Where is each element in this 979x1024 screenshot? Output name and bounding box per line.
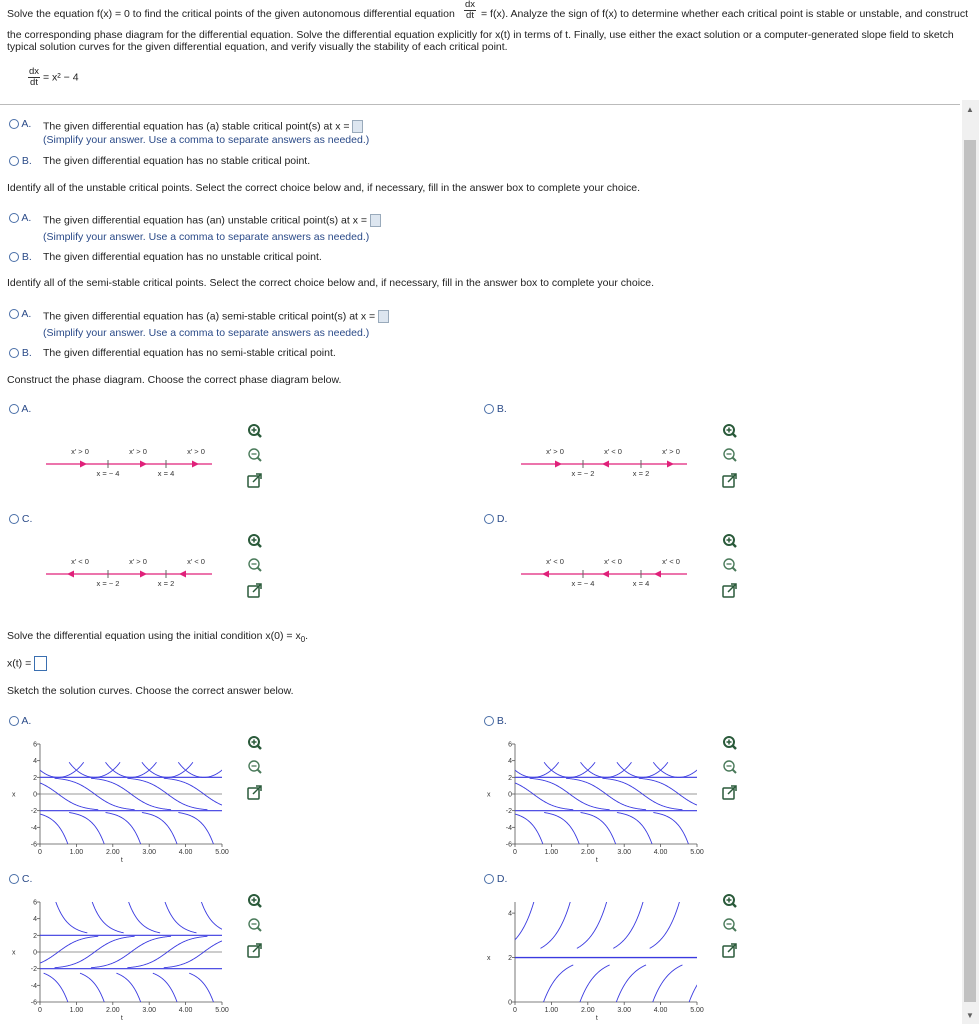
solution-curve-upper [149,892,196,933]
y-tick-label: -2 [30,808,37,816]
sign-label: x′ < 0 [662,557,680,566]
radio-button[interactable] [9,404,19,414]
critical-point-label: x = 4 [157,469,175,478]
y-axis-label: x [12,791,16,799]
sketch-option-d[interactable] [475,870,955,1024]
zoom-controls[interactable] [721,734,739,804]
option-radio-group[interactable] [484,513,507,525]
zoom-out-icon[interactable] [249,559,261,571]
semistable-prompt: Identify all of the semi-stable critical points. Select the correct choice below and, if necessary, fill in the answer box to complete your choice. [7,277,655,289]
sketch-option-c[interactable] [0,870,480,1024]
x-tick-label: 3.00 [142,1007,157,1014]
intro-line1b: = f(x). Analyze the sign of f(x) to determine whether each critical point is stable or unstable, and construct [481,8,969,20]
x-tick-label: 1.00 [69,849,84,856]
phase-arrow-left [179,571,186,578]
intro-fraction: $\frac{dx}{dt}$ [465,0,476,21]
x-tick-label: 3.00 [617,849,632,856]
intro-line1a: Solve the equation f(x) = 0 to find the critical points of the given autonomous differential equation [7,8,455,20]
solution-curves-plot [475,734,715,864]
problem-statement [7,0,967,53]
option-letter: A. [19,715,32,727]
radio-button[interactable] [9,514,19,524]
x-tick-label: 4.00 [653,1007,668,1014]
x-axis-label: t [120,857,123,864]
phase-arrow-right [140,571,147,578]
y-tick-label: -2 [30,966,37,974]
zoom-controls[interactable] [246,422,264,492]
phase-arrow-left [542,571,549,578]
y-axis-label: x [487,791,491,799]
solution-curve-lower [189,973,229,1022]
x-tick-label: 4.00 [178,1007,193,1014]
phase-arrow-right [140,461,147,468]
y-tick-label: 2 [33,932,37,940]
radio-button[interactable] [9,309,19,319]
x-tick-label: 3.00 [142,849,157,856]
radio-button[interactable] [9,874,19,884]
solution-curve-lower [653,813,711,864]
y-tick-label: 2 [508,955,512,963]
semistable-answer-box[interactable] [378,310,389,323]
phase-option-d[interactable] [475,510,955,618]
unstable-option-b[interactable]: B. [9,251,32,263]
x-tick-label: 5.00 [690,849,704,856]
y-tick-label: -6 [30,841,37,849]
solution-curve-upper [113,892,160,933]
popout-icon[interactable] [248,474,261,487]
option-letter: C. [19,513,33,525]
solution-curve-lower [106,813,164,864]
popout-icon[interactable] [248,786,261,799]
x-tick-label: 5.00 [690,1007,704,1014]
y-tick-label: -4 [30,982,37,990]
stable-option-b-text: The given differential equation has no stable critical point. [43,155,311,167]
solution-curve-lower [178,813,236,864]
option-radio-group[interactable] [484,403,507,415]
sign-label: x′ > 0 [662,447,680,456]
stable-hint: (Simplify your answer. Use a comma to separate answers as needed.) [43,134,370,146]
sign-label: x′ > 0 [187,447,205,456]
x-tick-label: 0 [513,849,517,856]
x-tick-label: 5.00 [215,849,229,856]
sketch-prompt: Sketch the solution curves. Choose the correct answer below. [7,685,294,697]
semistable-option-b-text: The given differential equation has no semi-stable critical point. [43,347,336,359]
solution-curve-upper [540,892,584,948]
x-axis-label: t [120,1015,123,1022]
y-tick-label: -6 [505,841,512,849]
x-tick-label: 2.00 [580,1007,595,1014]
critical-point-label: x = 2 [157,579,175,588]
unstable-answer-box[interactable] [370,214,381,227]
x-tick-label: 1.00 [544,849,559,856]
unstable-option-b-text: The given differential equation has no unstable critical point. [43,251,322,263]
zoom-in-icon[interactable] [724,895,736,907]
zoom-in-icon[interactable] [249,535,261,547]
zoom-out-icon[interactable] [724,919,736,931]
semistable-hint: (Simplify your answer. Use a comma to separate answers as needed.) [43,327,370,339]
x-tick-label: 3.00 [617,1007,632,1014]
x-tick-label: 5.00 [215,1007,229,1014]
sign-label: x′ > 0 [546,447,564,456]
critical-point-label: x = − 4 [96,469,120,478]
equation-fraction: $\frac{dx}{dt}$ [29,66,40,88]
sign-label: x′ < 0 [187,557,205,566]
sign-label: x′ > 0 [129,447,147,456]
radio-button[interactable] [484,404,494,414]
solution-curves-plot [0,892,240,1022]
intro-line3: typical solution curves for the given differential equation, and verify visually the stability of each critical point. [7,41,508,53]
popout-icon[interactable] [248,584,261,597]
option-letter: C. [19,873,33,885]
scroll-down-arrow[interactable]: ▼ [966,1011,974,1020]
sign-label: x′ < 0 [546,557,564,566]
sign-label: x′ > 0 [71,447,89,456]
unstable-hint: (Simplify your answer. Use a comma to separate answers as needed.) [43,231,370,243]
phase-prompt: Construct the phase diagram. Choose the correct phase diagram below. [7,374,342,386]
sign-label: x′ < 0 [604,447,622,456]
solution-curve-lower [544,813,602,864]
solution-curve-upper [577,892,621,948]
phase-arrow-right [667,461,674,468]
option-radio-group[interactable] [484,873,507,885]
radio-button[interactable] [484,716,494,726]
critical-point-label: x = 4 [632,579,650,588]
y-tick-label: 0 [33,949,37,957]
zoom-out-icon[interactable] [249,919,261,931]
x-tick-label: 2.00 [105,849,120,856]
solution-curve-upper [186,892,233,933]
unstable-option-a[interactable]: A. [9,212,31,224]
radio-button[interactable] [9,156,19,166]
zoom-out-icon[interactable] [724,761,736,773]
zoom-controls[interactable] [721,892,739,962]
phase-arrow-left [67,571,74,578]
sign-label: x′ < 0 [71,557,89,566]
scrollbar-thumb[interactable] [964,140,976,1002]
sign-label: x′ > 0 [129,557,147,566]
solution-curve-lower [80,973,120,1022]
y-tick-label: 4 [33,916,37,924]
solution-curve-upper [40,892,87,933]
option-radio-group[interactable] [484,715,507,727]
solution-curves-plot [0,734,240,864]
zoom-out-icon[interactable] [724,449,736,461]
y-tick-label: 0 [33,791,37,799]
zoom-in-icon[interactable] [724,737,736,749]
option-radio-group[interactable] [9,715,31,727]
y-tick-label: 0 [508,999,512,1007]
x-axis-label: t [595,857,598,864]
solution-curve-lower [617,813,675,864]
solution-curve-lower [581,813,639,864]
critical-point-label: x = − 2 [96,579,120,588]
equation-rhs: = x² − 4 [42,71,79,84]
sketch-option-b[interactable] [475,712,955,872]
solution-curve-lower [30,813,91,864]
phase-diagram [513,552,713,602]
option-radio-group[interactable] [9,513,32,525]
phase-diagram [513,442,713,492]
y-tick-label: 2 [508,774,512,782]
solution-curve-lower [153,973,193,1022]
y-axis-label: x [12,949,16,957]
zoom-controls[interactable] [246,532,264,602]
radio-button[interactable] [484,874,494,884]
zoom-in-icon[interactable] [249,425,261,437]
semistable-option-b[interactable]: B. [9,347,32,359]
y-tick-label: 6 [508,741,512,749]
phase-arrow-left [602,461,609,468]
phase-option-c[interactable] [0,510,480,618]
option-letter: D. [494,513,508,525]
y-tick-label: 2 [33,774,37,782]
zoom-controls[interactable] [721,422,739,492]
phase-diagram [38,442,238,492]
solution-answer: x(t) = [7,656,47,671]
stable-option-a-text: The given differential equation has (a) stable critical point(s) at x = [43,120,363,133]
semistable-option-a-text: The given differential equation has (a) semi-stable critical point(s) at x = [43,310,389,323]
y-tick-label: -6 [30,999,37,1007]
y-tick-label: -4 [30,824,37,832]
zoom-in-icon[interactable] [724,535,736,547]
solution-answer-box[interactable] [34,656,47,671]
option-radio-group[interactable] [9,873,32,885]
popout-icon[interactable] [723,944,736,957]
radio-button[interactable] [9,716,19,726]
semistable-option-a[interactable]: A. [9,308,31,320]
option-letter: B. [494,403,507,415]
zoom-controls[interactable] [721,532,739,602]
unstable-prompt: Identify all of the unstable critical points. Select the correct choice below and, if necessary, fill in the answer box to complete your choice. [7,182,641,194]
unstable-option-a-text: The given differential equation has (an) unstable critical point(s) at x = [43,214,381,227]
equation [28,67,79,88]
zoom-controls[interactable] [246,734,264,804]
solution-curve-lower [44,973,84,1022]
zoom-in-icon[interactable] [249,737,261,749]
x-tick-label: 2.00 [580,849,595,856]
y-tick-label: 0 [508,791,512,799]
option-letter: D. [494,873,508,885]
zoom-in-icon[interactable] [724,425,736,437]
y-axis-label: x [487,955,491,963]
sign-label: x′ < 0 [604,557,622,566]
y-tick-label: 4 [508,910,512,918]
phase-diagram [38,552,238,602]
y-tick-label: 4 [508,758,512,766]
popout-icon[interactable] [248,944,261,957]
x-tick-label: 0 [38,849,42,856]
intro-line2: the corresponding phase diagram for the differential equation. Solve the differential equation explicitly for x(t) in terms of t. Finally, use either the exact solution or a computer-generated slope field to sketch [7,29,954,41]
phase-option-b[interactable] [475,400,955,508]
popout-icon[interactable] [723,474,736,487]
option-radio-group[interactable] [9,403,31,415]
solution-curve-lower [142,813,200,864]
sketch-option-a[interactable] [0,712,480,872]
solve-prompt: Solve the differential equation using the initial condition $x(0) = x_0$. [7,630,309,645]
critical-point-label: x = − 4 [571,579,595,588]
x-tick-label: 4.00 [178,849,193,856]
critical-point-label: x = − 2 [571,469,595,478]
phase-arrow-right [80,461,87,468]
y-tick-label: 6 [33,899,37,907]
stable-answer-box[interactable] [352,120,363,133]
zoom-out-icon[interactable] [249,449,261,461]
x-tick-label: 0 [38,1007,42,1014]
y-tick-label: -2 [505,808,512,816]
y-tick-label: -4 [505,824,512,832]
solution-curve-lower [69,813,127,864]
stable-option-a[interactable]: A. [9,118,31,130]
radio-button[interactable] [9,213,19,223]
y-tick-label: 4 [33,758,37,766]
phase-arrow-right [555,461,562,468]
solution-curve-upper [650,892,694,948]
phase-arrow-right [192,461,199,468]
x-tick-label: 0 [513,1007,517,1014]
option-letter: A. [19,403,32,415]
option-letter: B. [494,715,507,727]
stable-option-b[interactable]: B. [9,155,32,167]
critical-point-label: x = 2 [632,469,650,478]
scroll-up-arrow[interactable]: ▲ [966,105,974,114]
phase-arrow-left [654,571,661,578]
phase-option-a[interactable] [0,400,480,508]
zoom-out-icon[interactable] [249,761,261,773]
zoom-out-icon[interactable] [724,559,736,571]
x-tick-label: 1.00 [544,1007,559,1014]
radio-button[interactable] [9,252,19,262]
x-axis-label: t [595,1015,598,1022]
radio-button[interactable] [9,119,19,129]
x-tick-label: 1.00 [69,1007,84,1014]
zoom-in-icon[interactable] [249,895,261,907]
popout-icon[interactable] [723,786,736,799]
radio-button[interactable] [484,514,494,524]
solution-curve-lower [505,813,566,864]
y-tick-label: 6 [33,741,37,749]
divider [0,104,960,105]
solution-curve-upper [613,892,657,948]
solution-curves-plot [475,892,715,1022]
x-tick-label: 4.00 [653,849,668,856]
solution-curve-upper [76,892,123,933]
phase-arrow-left [602,571,609,578]
zoom-controls[interactable] [246,892,264,962]
solution-curve-upper [504,892,548,948]
popout-icon[interactable] [723,584,736,597]
x-tick-label: 2.00 [105,1007,120,1014]
radio-button[interactable] [9,348,19,358]
